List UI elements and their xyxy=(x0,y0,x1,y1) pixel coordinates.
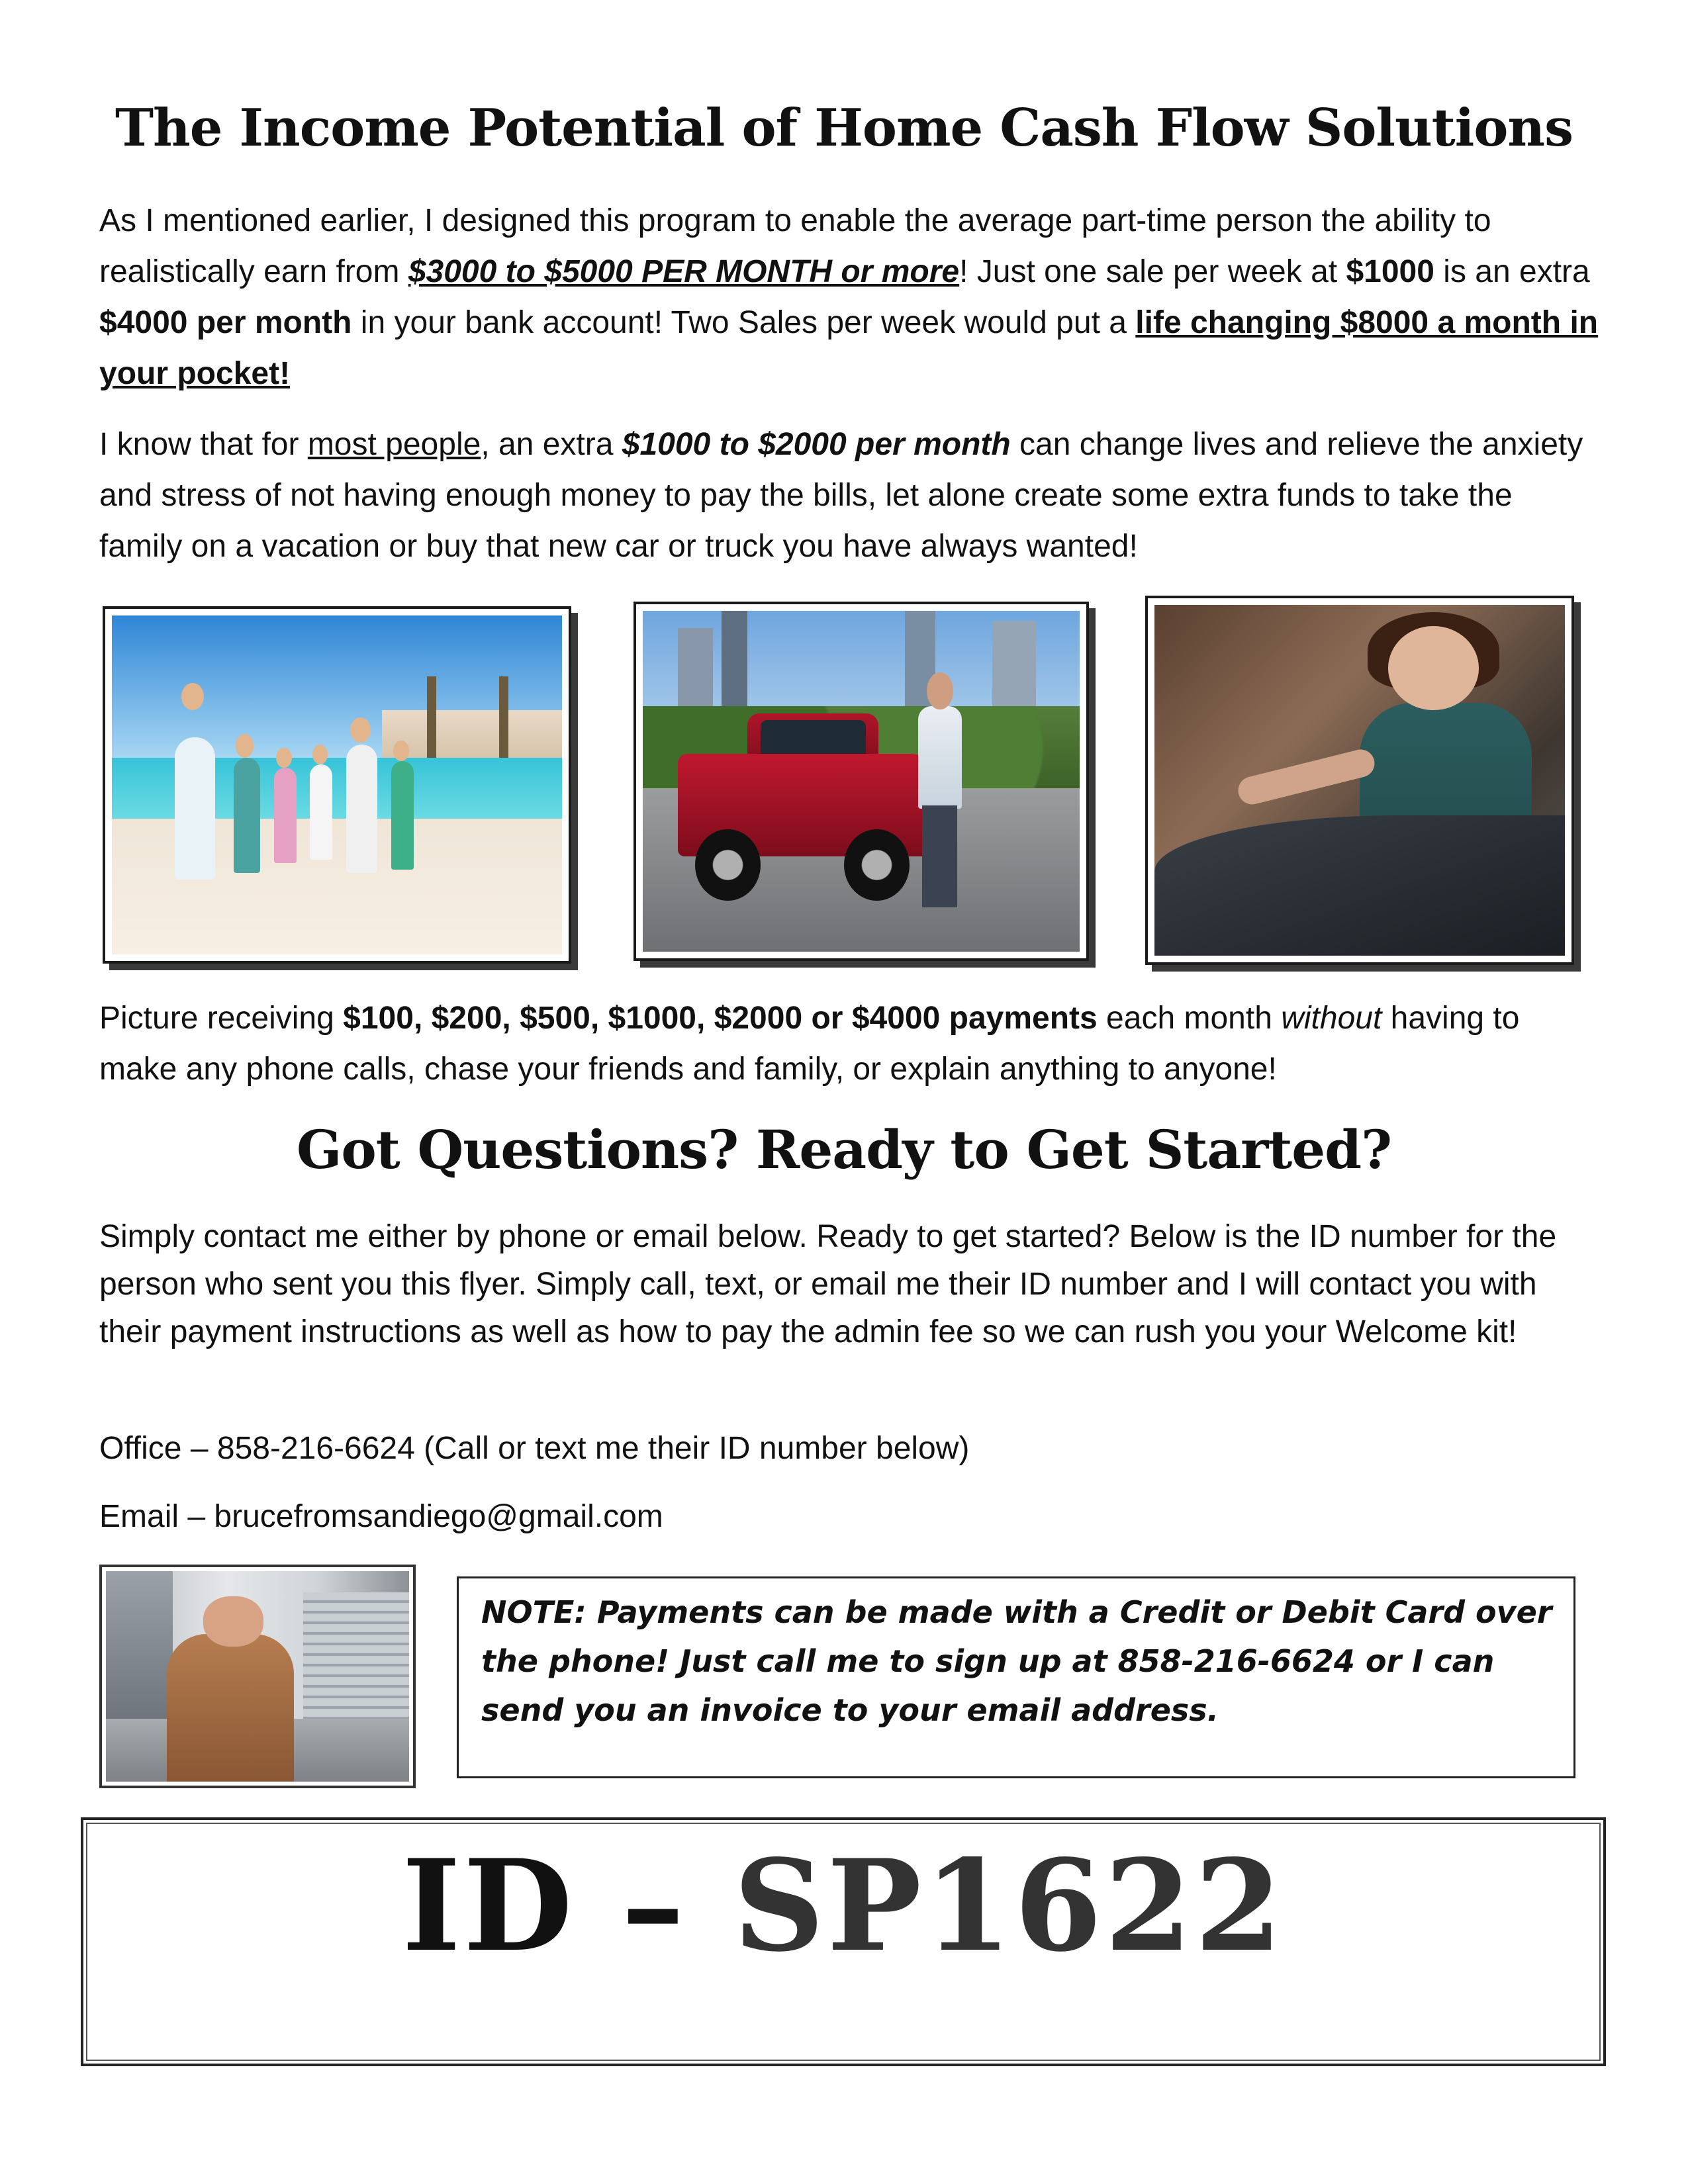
payment-note-text: NOTE: Payments can be made with a Credit or Debit Card over the phone! Just call me to sign up at 858-216-6624 or I can send you an invoice to your email address. xyxy=(481,1594,1552,1728)
life-changing-emphasis: life changing $8000 a month in your pocket! xyxy=(99,305,1599,391)
extra-amount-emphasis: $1000 to $2000 per month xyxy=(622,427,1011,462)
payments-paragraph xyxy=(99,993,1602,1095)
email-line: Email – brucefromsandiego@gmail.com xyxy=(99,1499,663,1534)
intro-text-e: is an extra xyxy=(1434,254,1590,289)
intro-text-c: ! Just one sale per week at xyxy=(959,254,1346,289)
man-on-phone-photo xyxy=(99,1565,416,1788)
p2-text-e: can change lives and relieve the anxiety and stress of not having enough money to pay the bills, let alone create some extra funds to take the family on a vacation or buy that new car or truck you have always wanted! xyxy=(99,427,1583,564)
page-title: The Income Potential of Home Cash Flow Solutions xyxy=(115,98,1573,158)
without-emphasis: without xyxy=(1281,1001,1382,1036)
p3-text-c: each month xyxy=(1097,1001,1282,1036)
referrer-id xyxy=(83,1832,1603,1979)
most-people-paragraph xyxy=(99,419,1602,572)
payment-note-box xyxy=(457,1576,1575,1778)
monthly-amount: $4000 per month xyxy=(99,305,352,340)
intro-paragraph xyxy=(99,195,1602,399)
p3-text-a: Picture receiving xyxy=(99,1001,344,1036)
p2-text-a: I know that for xyxy=(99,427,308,462)
questions-heading: Got Questions? Ready to Get Started? xyxy=(297,1118,1391,1181)
office-phone-line: Office – 858-216-6624 (Call or text me their ID number below) xyxy=(99,1431,970,1466)
p3-text-e: having to make any phone calls, chase your friends and family, or explain anything to anyone! xyxy=(99,1001,1520,1087)
payments-emphasis: $100, $200, $500, $1000, $2000 or $4000 payments xyxy=(343,1001,1098,1036)
p2-text-c: , an extra xyxy=(481,427,622,462)
intro-text-a: As I mentioned earlier, I designed this program to enable the average part-time person the ability to realistically earn from xyxy=(99,203,1491,289)
id-code: SP1622 xyxy=(733,1832,1285,1979)
family-beach-photo xyxy=(103,606,571,964)
car-keys-handover-photo xyxy=(1145,596,1574,965)
intro-text-g: in your bank account! Two Sales per week would put a xyxy=(352,305,1136,340)
red-truck-photo xyxy=(633,602,1089,961)
contact-paragraph: Simply contact me either by phone or email below. Ready to get started? Below is the ID number for the person who sent you this flyer. Simply call, text, or email me their ID number and I will contact you with their payment instructions as well as how to pay the admin fee so we can rush you your Welcome kit! xyxy=(99,1219,1557,1349)
id-label: ID – xyxy=(402,1832,734,1979)
sale-amount: $1000 xyxy=(1346,254,1434,289)
id-box xyxy=(81,1817,1606,2066)
most-people-underline: most people xyxy=(307,427,481,462)
income-range-emphasis: $3000 to $5000 PER MONTH or more xyxy=(408,254,960,289)
